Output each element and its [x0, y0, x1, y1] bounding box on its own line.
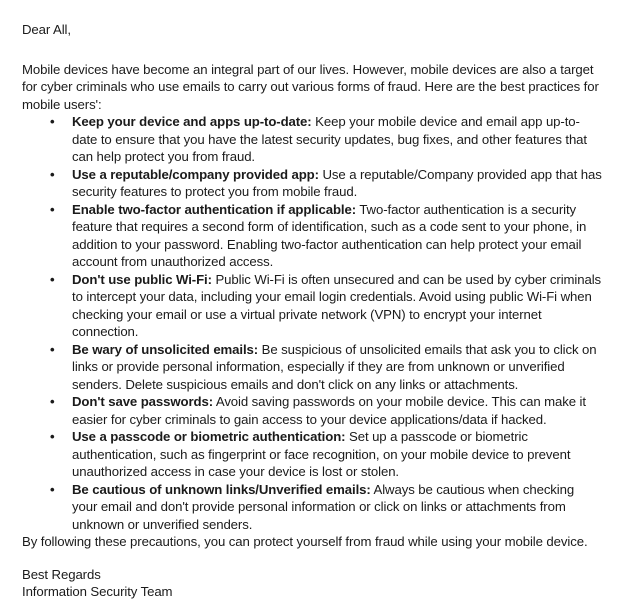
list-item [22, 201, 602, 271]
signature: Information Security Team [22, 584, 173, 599]
bullet-title: Use a reputable/company provided app: [72, 166, 319, 182]
list-item [22, 341, 602, 394]
list-item [22, 166, 602, 201]
closing-paragraph: By following these precautions, you can protect yourself from fraud while using your mobile device. [22, 534, 588, 549]
bullet-body: Set up a passcode or biometric authentication, such as fingerprint or face recognition, on your mobile device to prevent unauthorized access in case your device is lost or stolen. [72, 429, 571, 479]
best-practices-list [22, 113, 602, 533]
blank-line [22, 551, 602, 566]
bullet-title: Don't save passwords: [72, 394, 214, 409]
bullet-body: Always be cautious when checking your email and don't provide personal information or click on links or attachments from unknown or unverified senders. [72, 481, 575, 532]
bullet-body: Be suspicious of unsolicited emails that ask you to click on links or provide personal information, especially if they are from unknown or unverified senders. Delete suspicious emails and don't click on any links or attachments. [72, 341, 597, 392]
bullet-title: Don't use public Wi-Fi: [72, 271, 212, 287]
blank-line [22, 39, 602, 61]
bullet-body: Two-factor authentication is a security feature that requires a second form of identification, such as a code sent to your phone, in addition to your password. Enabling two-factor authentication can help protect your email account from unauthorized access. [72, 201, 587, 269]
greeting: Dear All, [22, 22, 71, 37]
bullet-title: Keep your device and apps up-to-date: [72, 114, 312, 129]
list-item [22, 393, 602, 428]
bullet-body: Avoid saving passwords on your mobile device. This can make it easier for cyber criminals to gain access to your device applications/data if hacked. [72, 394, 586, 427]
bullet-title: Be wary of unsolicited emails: [72, 341, 259, 357]
list-item [22, 113, 602, 166]
list-item [22, 271, 602, 341]
bullet-title: Be cautious of unknown links/Unverified emails: [72, 481, 371, 497]
list-item [22, 481, 602, 534]
bullet-body: Use a reputable/Company provided app that has security features to protect you from mobile fraud. [72, 166, 602, 199]
intro-paragraph: Mobile devices have become an integral part of our lives. However, mobile devices are also a target for cyber criminals who use emails to carry out various forms of fraud. Here are the best practices for mobile users': [22, 61, 599, 112]
bullet-body: Keep your mobile device and email app up-to-date to ensure that you have the latest security updates, bug fixes, and other features that can help protect you from fraud. [72, 114, 587, 164]
bullet-body: Public Wi-Fi is often unsecured and can be used by cyber criminals to intercept your data, including your email login credentials. Avoid using public Wi-Fi when checking your email or use a virtual private network (VPN) to encrypt your internet connection. [72, 271, 602, 339]
list-item [22, 428, 602, 481]
signoff: Best Regards [22, 566, 101, 582]
bullet-title: Use a passcode or biometric authentication: [72, 429, 346, 444]
bullet-title: Enable two-factor authentication if applicable: [72, 201, 356, 217]
